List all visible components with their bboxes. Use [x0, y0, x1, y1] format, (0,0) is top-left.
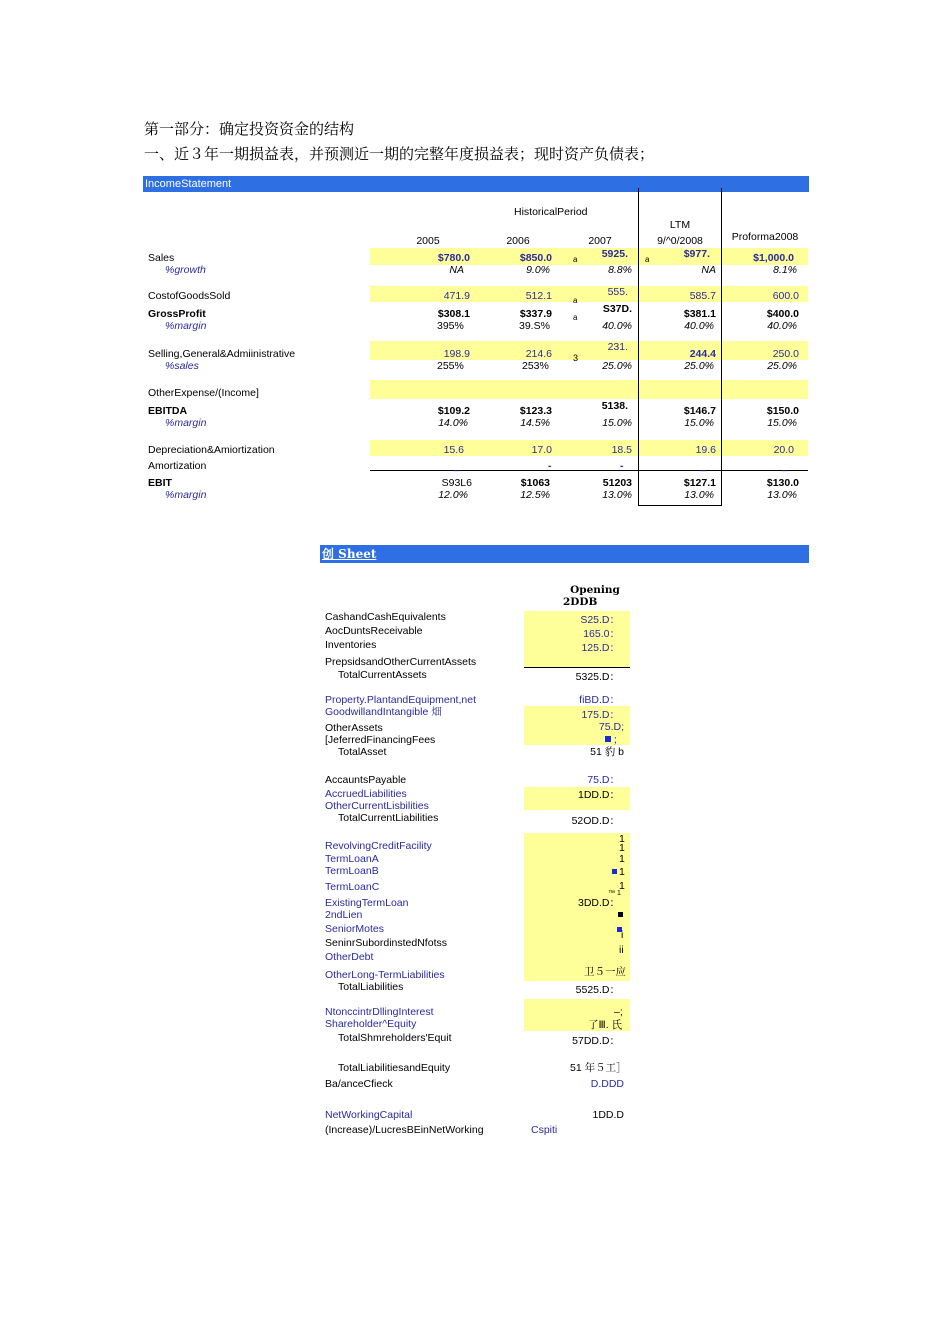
bs-value: 51 豹 b — [590, 746, 624, 758]
cell: $146.7 — [683, 405, 716, 417]
cell: $130.0 — [766, 477, 799, 489]
page-heading-section1: 一、近３年一期损益表，并预测近一期的完整年度损益表；现时资产负债表； — [144, 145, 655, 163]
row-label-ebit: EBIT — [148, 477, 172, 489]
cell: 214.6 — [525, 348, 552, 360]
cell: $1,000.0 — [753, 252, 794, 264]
col-header-2007: 2007 — [588, 235, 612, 247]
bs-value: 1 — [619, 842, 625, 854]
cell: 395% — [437, 320, 464, 332]
cell: S37D. — [602, 303, 632, 315]
stray-mark: a — [573, 313, 578, 322]
cell: 250.0 — [772, 348, 799, 360]
bs-label-other-current-liab: OtherCurrentLisbilities — [325, 800, 429, 812]
bs-label-total-current-liab: TotalCurrentLiabilities — [338, 812, 439, 824]
cell: 40.0% — [684, 320, 714, 332]
bs-value: fiBD.D： — [579, 694, 620, 706]
cell: 17.0 — [531, 444, 552, 456]
bs-value: 3DD.D： — [577, 897, 620, 909]
bs-value: 51 年５工］ — [570, 1062, 627, 1074]
cell: 19.6 — [695, 444, 716, 456]
cell: 15.0% — [767, 417, 797, 429]
bs-label-term-loan-b: TermLoanB — [325, 865, 379, 877]
cell: 40.0% — [602, 320, 632, 332]
bs-value: 1 — [619, 853, 625, 865]
stray-mark: 3 — [573, 353, 579, 363]
cell: 253% — [522, 360, 549, 372]
cell: 12.5% — [520, 489, 550, 501]
cell: 14.5% — [520, 417, 550, 429]
stray-mark: ™ 1 — [608, 890, 621, 897]
bs-value: 1DD.D： — [577, 789, 620, 801]
bs-label-deferred-fees: [JeferredFinancingFees — [325, 734, 436, 746]
cell: 18.5 — [611, 444, 632, 456]
cell: 585.7 — [689, 290, 716, 302]
col-header-2005: 2005 — [416, 235, 440, 247]
opening-date-header: 2DDB — [563, 596, 598, 608]
cell: 13.0% — [602, 489, 632, 501]
cell: - — [548, 460, 552, 472]
cell: NA — [449, 264, 464, 276]
cell: $123.3 — [519, 405, 552, 417]
bs-label-total-assets: TotalAsset — [338, 746, 387, 758]
balance-sheet-title-bar: 创 Sheet — [320, 545, 809, 563]
bs-value: 75.D; — [598, 721, 624, 733]
bs-value: i — [621, 929, 624, 941]
bs-value: 5525.D： — [575, 984, 620, 996]
bs-label-existing-term-loan: ExistingTermLoan — [325, 897, 409, 909]
bs-label-nwc: NetWorkingCapital — [325, 1109, 413, 1121]
col-header-2006: 2006 — [506, 235, 530, 247]
cell: 13.0% — [767, 489, 797, 501]
row-label-ebitda: EBITDA — [148, 405, 188, 417]
cell: 12.0% — [438, 489, 468, 501]
cell: 25.0% — [602, 360, 632, 372]
cell: 555. — [607, 286, 628, 298]
cell: 255% — [437, 360, 464, 372]
bs-label-total-current-assets: TotalCurrentAssets — [338, 669, 427, 681]
bs-value: 了Ⅲ. 氏 — [588, 1019, 623, 1031]
bs-value: 52OD.D： — [571, 815, 620, 827]
stray-mark: a — [573, 255, 578, 264]
cell: _ — [700, 460, 706, 472]
cell: 8.8% — [608, 264, 632, 276]
bs-label-shareholder-equity: Shareholder^Equity — [325, 1018, 417, 1030]
row-label-cogs: CostofGoodsSold — [148, 290, 231, 302]
col-header-ltm: LTM — [669, 219, 691, 231]
bs-label-senior-sub-notes: SeninrSubordinstedNfotss — [325, 937, 447, 949]
bs-value: 5325.D： — [575, 671, 620, 683]
bs-label-receivables: AocDuntsReceivable — [325, 625, 423, 637]
cell: $150.0 — [766, 405, 799, 417]
bs-label-other-lt-liab: OtherLong-TermLiabilities — [325, 969, 445, 981]
bs-label-senior-notes: SeniorMotes — [325, 923, 384, 935]
cell: $109.2 — [437, 405, 470, 417]
cell: _ — [782, 460, 788, 472]
cell: 40.0% — [767, 320, 797, 332]
row-label-margin: %margin — [165, 320, 207, 332]
bs-label-ppe: Property.PlantandEquipment,net — [325, 694, 476, 706]
cell: $381.1 — [683, 308, 716, 320]
bs-value: 57DD.D： — [572, 1035, 620, 1047]
cell: 51203 — [602, 477, 632, 489]
bs-label-goodwill: GoodwillandIntangible 畑 — [325, 706, 442, 718]
row-label-dna: Depreciation&Amiortization — [148, 444, 275, 456]
row-label-sales: Sales — [148, 252, 175, 264]
bs-label-revolver: RevolvingCreditFacility — [325, 840, 432, 852]
bs-label-total-liab-equity: TotalLiabilitiesandEquity — [338, 1062, 451, 1074]
bs-label-other-assets: OtherAssets — [325, 722, 383, 734]
bs-value: D.DDD — [590, 1078, 624, 1090]
cell: 9.0% — [526, 264, 550, 276]
cell: $850.0 — [519, 252, 552, 264]
page-heading-part1: 第一部分：确定投资资金的结构 — [144, 120, 355, 138]
opening-header: Opening — [570, 584, 620, 596]
bs-value: 1 — [619, 833, 625, 845]
cell: $337.9 — [519, 308, 552, 320]
bs-label-change-nwc: (Increase)/LucresBEinNetWorking — [325, 1124, 484, 1136]
bs-label-balance-check: Ba/anceCfieck — [325, 1078, 393, 1090]
bs-value: ； — [613, 734, 624, 746]
cell: $1063 — [520, 477, 550, 489]
row-label-sga: Selling,General&Admiinistrative — [148, 348, 296, 360]
stray-mark: a — [645, 255, 650, 264]
historical-period-header: HistoricalPeriod — [514, 206, 588, 218]
bs-value: –; — [614, 1006, 623, 1018]
cell: 20.0 — [773, 444, 794, 456]
row-label-margin: %margin — [165, 489, 207, 501]
col-header-ltm-date: 9/^0/2008 — [657, 235, 703, 247]
bs-label-other-debt: OtherDebt — [325, 951, 374, 963]
cell: 231. — [607, 341, 628, 353]
cell: 198.9 — [443, 348, 470, 360]
cell: 15.0% — [684, 417, 714, 429]
bs-label-inventories: Inventories — [325, 639, 377, 651]
bs-value: 1DD.D — [592, 1109, 624, 1121]
bs-value: 1 — [619, 880, 625, 892]
cell: 13.0% — [684, 489, 714, 501]
cell: - — [620, 460, 624, 472]
bs-label-total-liabilities: TotalLiabilities — [338, 981, 404, 993]
col-header-proforma: Proforma2008 — [731, 231, 799, 243]
bs-value: 165.0： — [583, 628, 620, 640]
bs-label-2nd-lien: 2ndLien — [325, 909, 363, 921]
bs-label-total-equity: TotalShmreholders'Equit — [338, 1032, 452, 1044]
bs-label-prepaids: PrepsidsandOtherCurrentAssets — [325, 656, 477, 668]
cell: 5138. — [601, 400, 628, 412]
row-label-margin: %margin — [165, 417, 207, 429]
row-label-amortization: Amortization — [148, 460, 207, 472]
cell: 25.0% — [684, 360, 714, 372]
cell: 512.1 — [525, 290, 552, 302]
cell: _ — [454, 460, 460, 472]
cell: $780.0 — [437, 252, 470, 264]
bs-value: 卫５一应 — [584, 966, 626, 978]
bs-value: 125.D： — [581, 642, 620, 654]
cell: 39.S% — [519, 320, 550, 332]
bs-value: 1 — [619, 866, 625, 878]
cell: S93L6 — [441, 477, 472, 489]
cell: 5925. — [601, 248, 628, 260]
income-statement-title-bar: IncomeStatement — [143, 176, 809, 192]
bs-label-accrued: AccruedLiabilities — [325, 788, 407, 800]
cell: 471.9 — [443, 290, 470, 302]
bs-value: 175.D： — [581, 709, 620, 721]
cell: $977. — [683, 248, 710, 260]
bs-label-payables: AccauntsPayable — [325, 774, 407, 786]
cell: 244.4 — [689, 348, 716, 360]
cell: 600.0 — [772, 290, 799, 302]
cell: 25.0% — [767, 360, 797, 372]
bs-value: 75.D： — [587, 774, 620, 786]
row-label-other-expense: OtherExpense/(Income] — [148, 387, 259, 399]
cell: $308.1 — [437, 308, 470, 320]
cell: 15.0% — [602, 417, 632, 429]
row-label-gross-profit: GrossProfit — [148, 308, 206, 320]
cell: 14.0% — [438, 417, 468, 429]
bs-label-term-loan-c: TermLoanC — [325, 881, 380, 893]
cell: $400.0 — [766, 308, 799, 320]
bs-label-cash: CashandCashEquivalents — [325, 611, 446, 623]
bs-value: ii — [619, 944, 624, 956]
bs-label-noncontrolling: NtonccintrDllingInterest — [325, 1006, 434, 1018]
bs-value: S25.D： — [580, 614, 620, 626]
row-label-growth: %growth — [165, 264, 206, 276]
cell: 8.1% — [773, 264, 797, 276]
cell: $127.1 — [683, 477, 716, 489]
bs-label-term-loan-a: TermLoanA — [325, 853, 379, 865]
cell: NA — [701, 264, 716, 276]
stray-mark: a — [573, 296, 578, 305]
cell: 15.6 — [443, 444, 464, 456]
bs-value: Cspiti — [531, 1124, 558, 1136]
row-label-sales-pct: %sales — [165, 360, 199, 372]
